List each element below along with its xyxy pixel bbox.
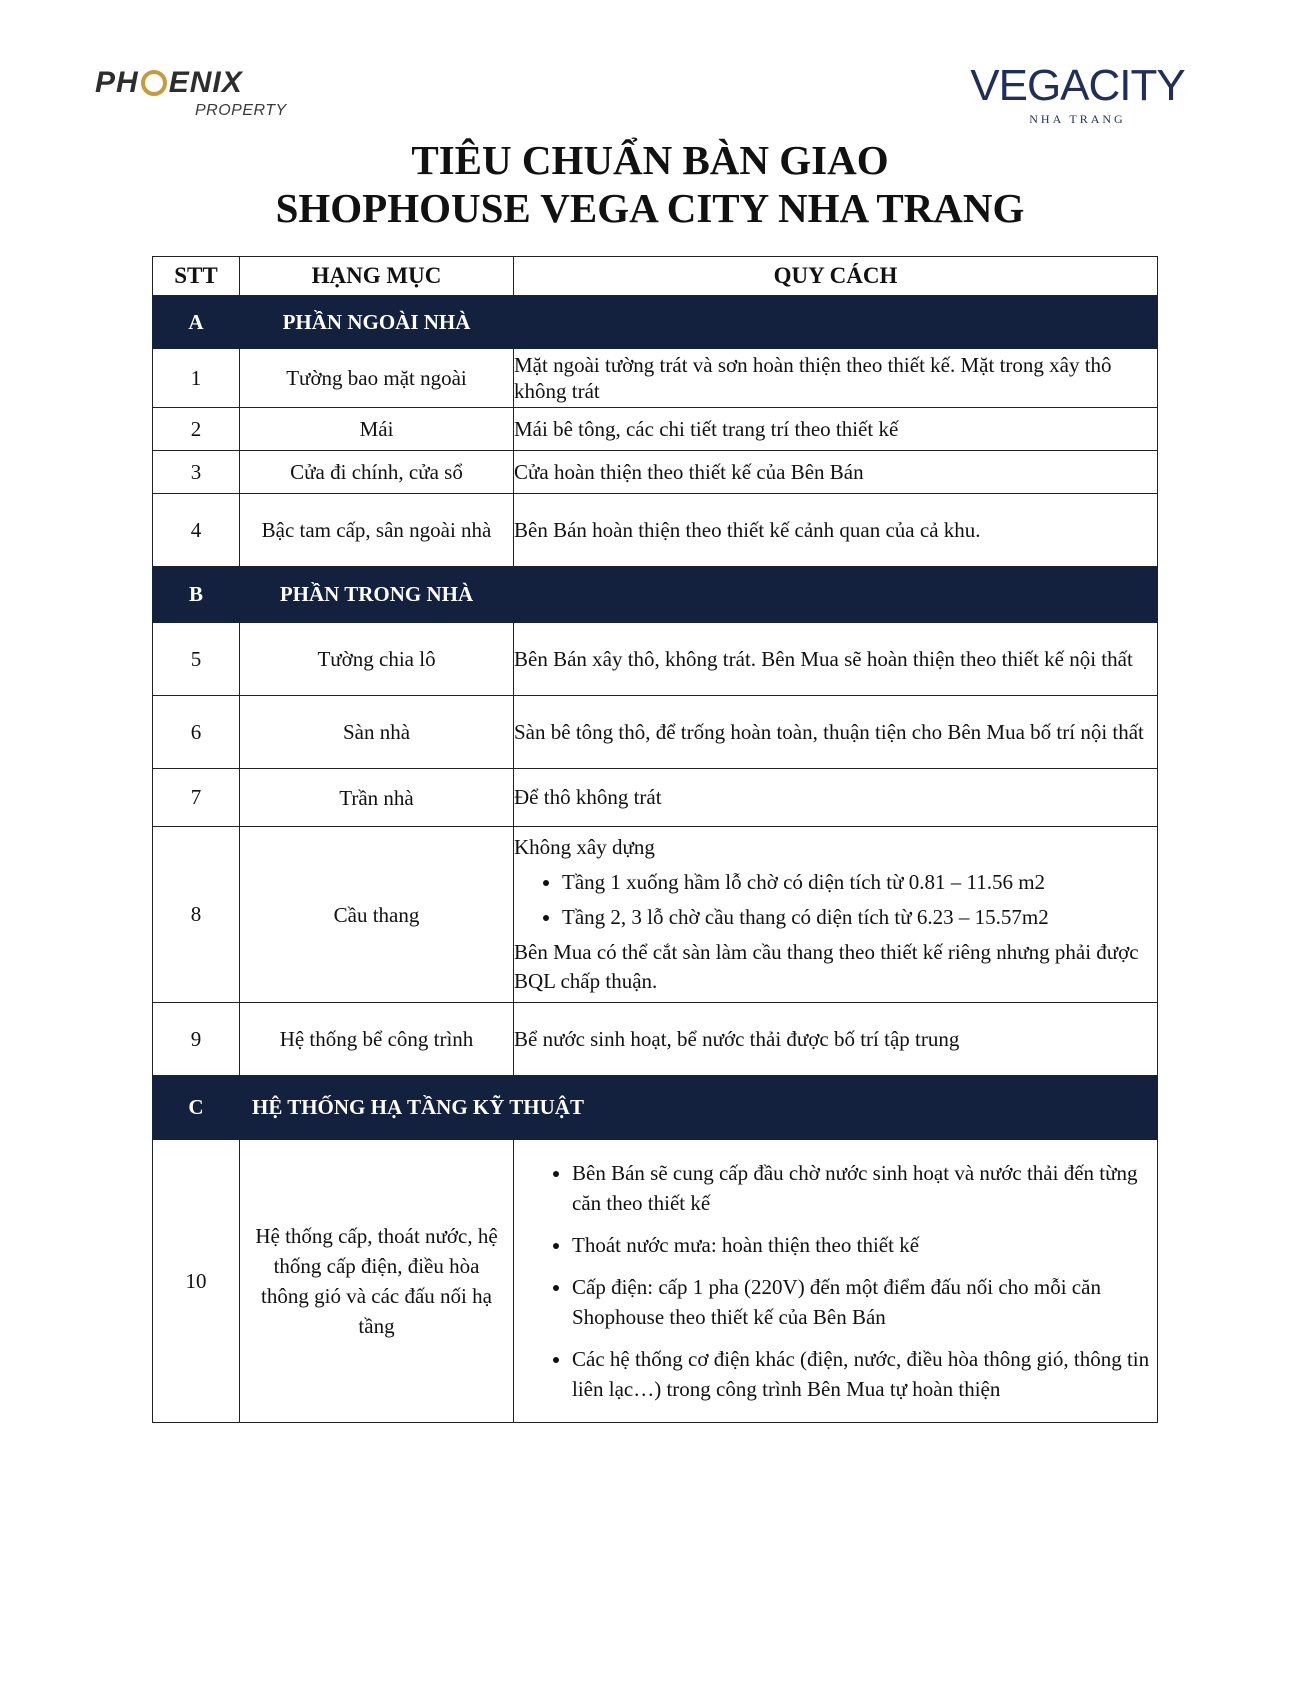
list-item: • Các hệ thống cơ điện khác (điện, nước, điều hòa thông gió, thông tin liên lạc…) trong công trình Bên Mua tự hoàn thiện xyxy=(572,1344,1157,1404)
vegacity-logo-sub: NHA TRANG xyxy=(1029,112,1126,126)
section-spacer xyxy=(514,567,1158,623)
row-item: Mái xyxy=(240,408,514,451)
row-stt: 7 xyxy=(153,769,240,827)
phoenix-logo-sub: PROPERTY xyxy=(195,102,287,119)
table-row xyxy=(153,1140,1158,1423)
table-row xyxy=(153,769,1158,827)
stairs-intro: Không xây dựng xyxy=(514,835,655,859)
row-spec: Để thô không trát xyxy=(514,769,1158,827)
section-name: PHẦN NGOÀI NHÀ xyxy=(240,296,514,349)
row-item: Hệ thống bể công trình xyxy=(240,1003,514,1076)
phoenix-property-logo xyxy=(95,66,315,126)
row-stt: 2 xyxy=(153,408,240,451)
row-spec: Mái bê tông, các chi tiết trang trí theo thiết kế xyxy=(514,408,1158,451)
row-stt: 1 xyxy=(153,349,240,408)
section-spacer xyxy=(514,296,1158,349)
table-row xyxy=(153,827,1158,1003)
document-title-line1: TIÊU CHUẨN BÀN GIAO xyxy=(411,137,889,183)
row-item: Tường bao mặt ngoài xyxy=(240,349,514,408)
table-row xyxy=(153,349,1158,408)
phoenix-logo-wordmark xyxy=(95,66,243,100)
row-spec: Cửa hoàn thiện theo thiết kế của Bên Bán xyxy=(514,451,1158,494)
row-item: Trần nhà xyxy=(240,769,514,827)
table-row xyxy=(153,1003,1158,1076)
row-item: Hệ thống cấp, thoát nước, hệ thống cấp điện, điều hòa thông gió và các đấu nối hạ tầng xyxy=(240,1140,514,1423)
row-spec-infrastructure xyxy=(514,1140,1158,1423)
vegacity-logo-wordmark: VEGACITY xyxy=(970,61,1185,110)
row-spec: Bể nước sinh hoạt, bể nước thải được bố trí tập trung xyxy=(514,1003,1158,1076)
row-stt: 6 xyxy=(153,696,240,769)
header-item: HẠNG MỤC xyxy=(240,257,514,296)
header-spec: QUY CÁCH xyxy=(514,257,1158,296)
list-item: • Tầng 1 xuống hầm lỗ chờ có diện tích từ 0.81 – 11.56 m2 xyxy=(562,868,1157,897)
section-name: HỆ THỐNG HẠ TẦNG KỸ THUẬT xyxy=(240,1076,1158,1140)
stairs-outro: Bên Mua có thể cắt sàn làm cầu thang theo thiết kế riêng nhưng phải được BQL chấp thuận. xyxy=(514,940,1139,993)
stairs-bullet-list xyxy=(514,868,1157,932)
infrastructure-bullet-list xyxy=(514,1158,1157,1404)
table-row xyxy=(153,696,1158,769)
phoenix-ring-icon xyxy=(141,70,167,96)
logo-text-post: ENIX xyxy=(168,66,243,99)
row-item: Tường chia lô xyxy=(240,623,514,696)
list-item: • Thoát nước mưa: hoàn thiện theo thiết kế xyxy=(572,1230,1157,1260)
row-item: Cầu thang xyxy=(240,827,514,1003)
row-item: Bậc tam cấp, sân ngoài nhà xyxy=(240,494,514,567)
table-row xyxy=(153,494,1158,567)
row-stt: 10 xyxy=(153,1140,240,1423)
list-item: • Cấp điện: cấp 1 pha (220V) đến một điểm đấu nối cho mỗi căn Shophouse theo thiết kế của Bên Bán xyxy=(572,1272,1157,1332)
row-item: Cửa đi chính, cửa sổ xyxy=(240,451,514,494)
vegacity-logo xyxy=(965,61,1190,130)
section-row-c xyxy=(153,1076,1158,1140)
table-row xyxy=(153,451,1158,494)
row-stt: 9 xyxy=(153,1003,240,1076)
table-header-row xyxy=(153,257,1158,296)
section-row-a xyxy=(153,296,1158,349)
section-name: PHẦN TRONG NHÀ xyxy=(240,567,514,623)
logo-text-pre: PH xyxy=(95,66,139,99)
table-row xyxy=(153,623,1158,696)
row-spec: Bên Bán hoàn thiện theo thiết kế cảnh quan của cả khu. xyxy=(514,494,1158,567)
row-spec: Bên Bán xây thô, không trát. Bên Mua sẽ hoàn thiện theo thiết kế nội thất xyxy=(514,623,1158,696)
list-item: • Tầng 2, 3 lỗ chờ cầu thang có diện tích từ 6.23 – 15.57m2 xyxy=(562,903,1157,932)
section-code: C xyxy=(153,1076,240,1140)
row-item: Sàn nhà xyxy=(240,696,514,769)
row-spec: Mặt ngoài tường trát và sơn hoàn thiện theo thiết kế. Mặt trong xây thô không trát xyxy=(514,349,1158,408)
handover-standards-table xyxy=(152,256,1158,1423)
section-code: A xyxy=(153,296,240,349)
section-code: B xyxy=(153,567,240,623)
row-spec: Sàn bê tông thô, để trống hoàn toàn, thuận tiện cho Bên Mua bố trí nội thất xyxy=(514,696,1158,769)
table-row xyxy=(153,408,1158,451)
row-stt: 5 xyxy=(153,623,240,696)
row-stt: 3 xyxy=(153,451,240,494)
row-spec-stairs xyxy=(514,827,1158,1003)
header-stt: STT xyxy=(153,257,240,296)
section-row-b xyxy=(153,567,1158,623)
row-stt: 4 xyxy=(153,494,240,567)
list-item: • Bên Bán sẽ cung cấp đầu chờ nước sinh hoạt và nước thải đến từng căn theo thiết kế xyxy=(572,1158,1157,1218)
document-title-line2: SHOPHOUSE VEGA CITY NHA TRANG xyxy=(275,185,1025,231)
row-stt: 8 xyxy=(153,827,240,1003)
